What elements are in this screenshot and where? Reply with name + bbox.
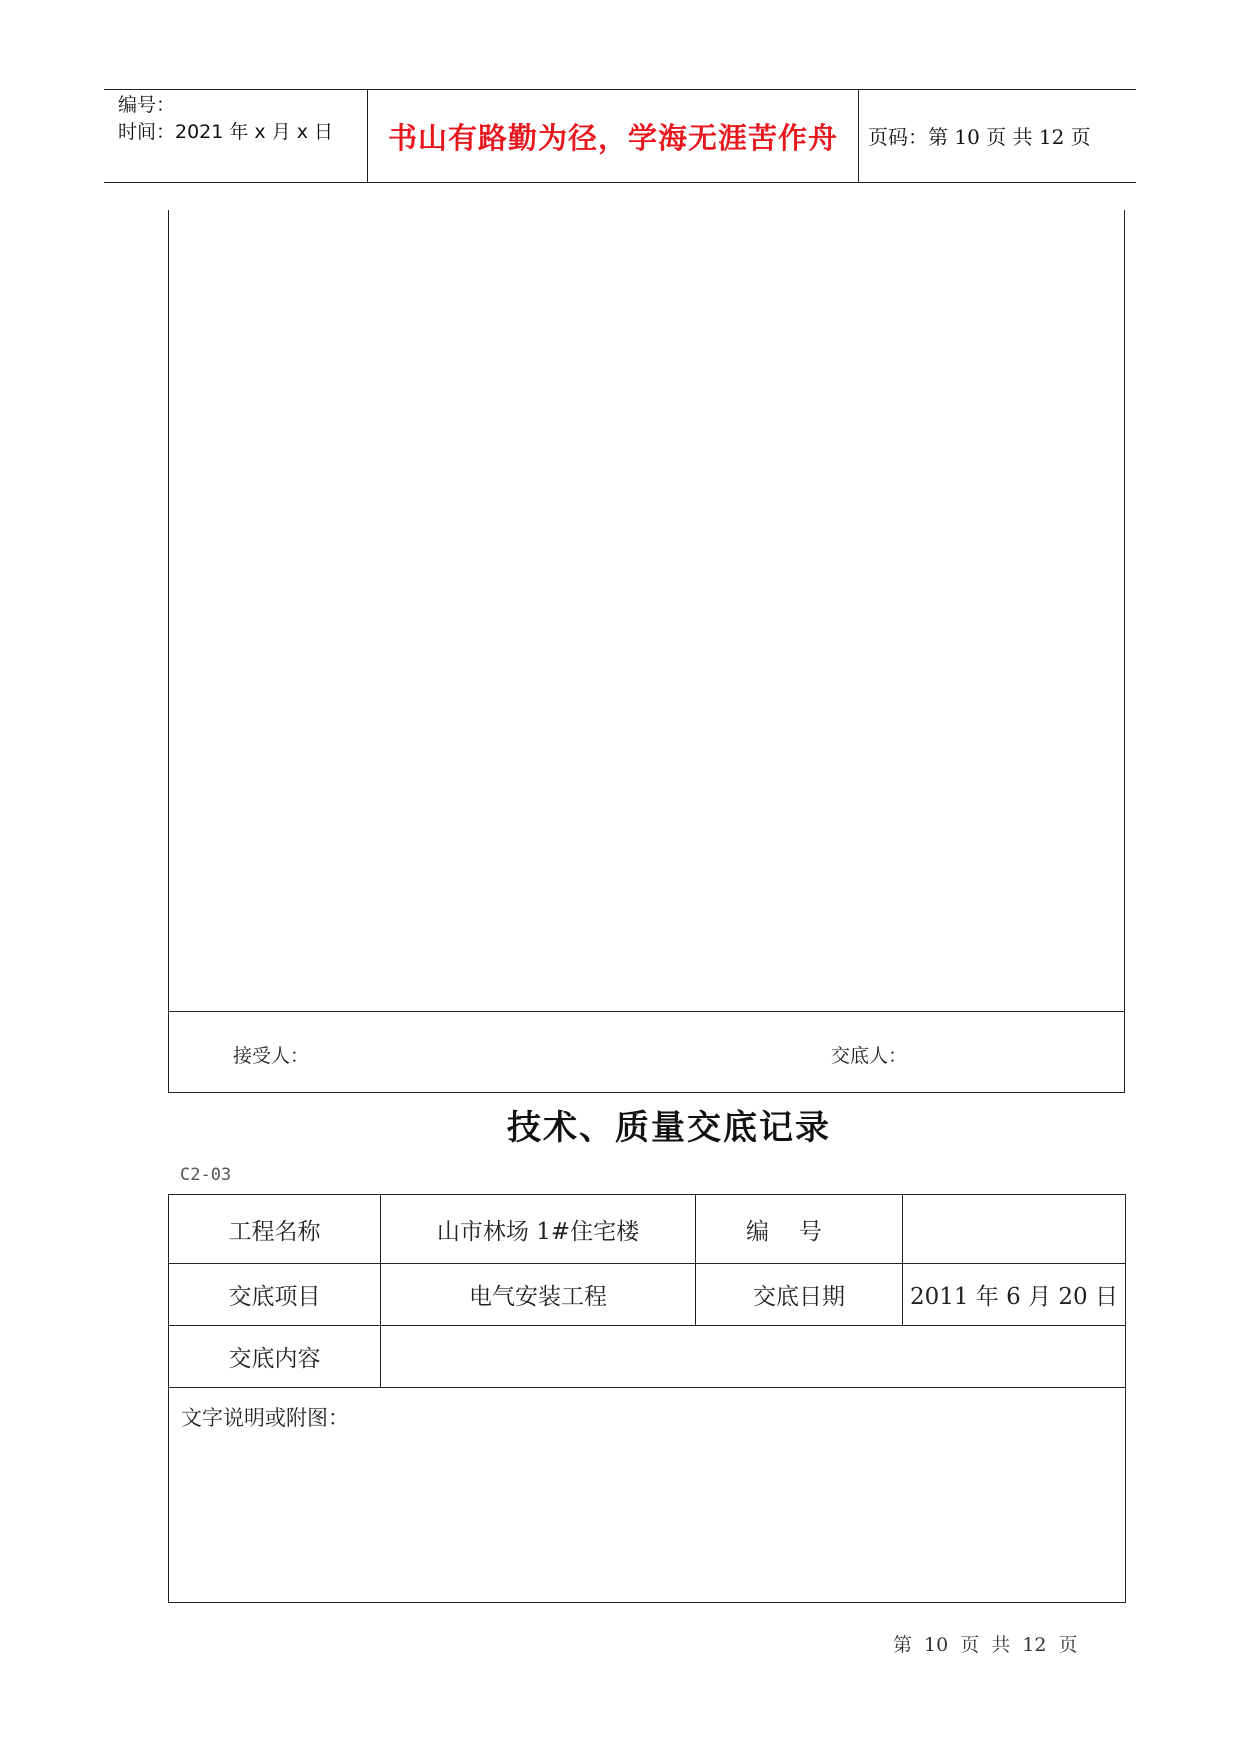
item-value: 电气安装工程 [381, 1264, 696, 1326]
content-value [381, 1326, 1126, 1388]
item-label: 交底项目 [169, 1264, 381, 1326]
content-label: 交底内容 [169, 1326, 381, 1388]
header-divider-right [858, 90, 859, 183]
header-motto: 书山有路勤为径，学海无涯苦作舟 [387, 121, 838, 155]
date-value: 2011 年 6 月 20 日 [903, 1264, 1126, 1326]
number-value [903, 1195, 1126, 1264]
page-title: 技术、质量交底记录 [507, 1108, 831, 1148]
handover-record-table [168, 1194, 1126, 1603]
notes-label: 文字说明或附图： [181, 1406, 349, 1430]
date-label: 交底日期 [696, 1264, 903, 1326]
serial-label: 编号： [118, 94, 176, 116]
time-label: 时间：2021 年 x 月 x 日 [118, 121, 334, 143]
header-page-info: 页码：第 10 页 共 12 页 [868, 125, 1091, 149]
table-row [169, 1195, 1126, 1264]
notes-cell [169, 1388, 1126, 1603]
receiver-label: 接受人： [233, 1045, 310, 1067]
submitter-label: 交底人： [831, 1045, 908, 1067]
table-row [169, 1326, 1126, 1388]
form-code: C2-03 [180, 1165, 232, 1185]
table-row [169, 1388, 1126, 1603]
number-label: 编号 [696, 1195, 903, 1264]
previous-form-box [168, 210, 1125, 1093]
header-divider-left [367, 90, 368, 183]
header-meta [118, 92, 333, 146]
signature-row [169, 1011, 1124, 1092]
project-name-label: 工程名称 [169, 1195, 381, 1264]
project-name-value: 山市林场 1#住宅楼 [381, 1195, 696, 1264]
table-row [169, 1264, 1126, 1326]
footer-page-number: 第 10 页 共 12 页 [893, 1634, 1078, 1656]
